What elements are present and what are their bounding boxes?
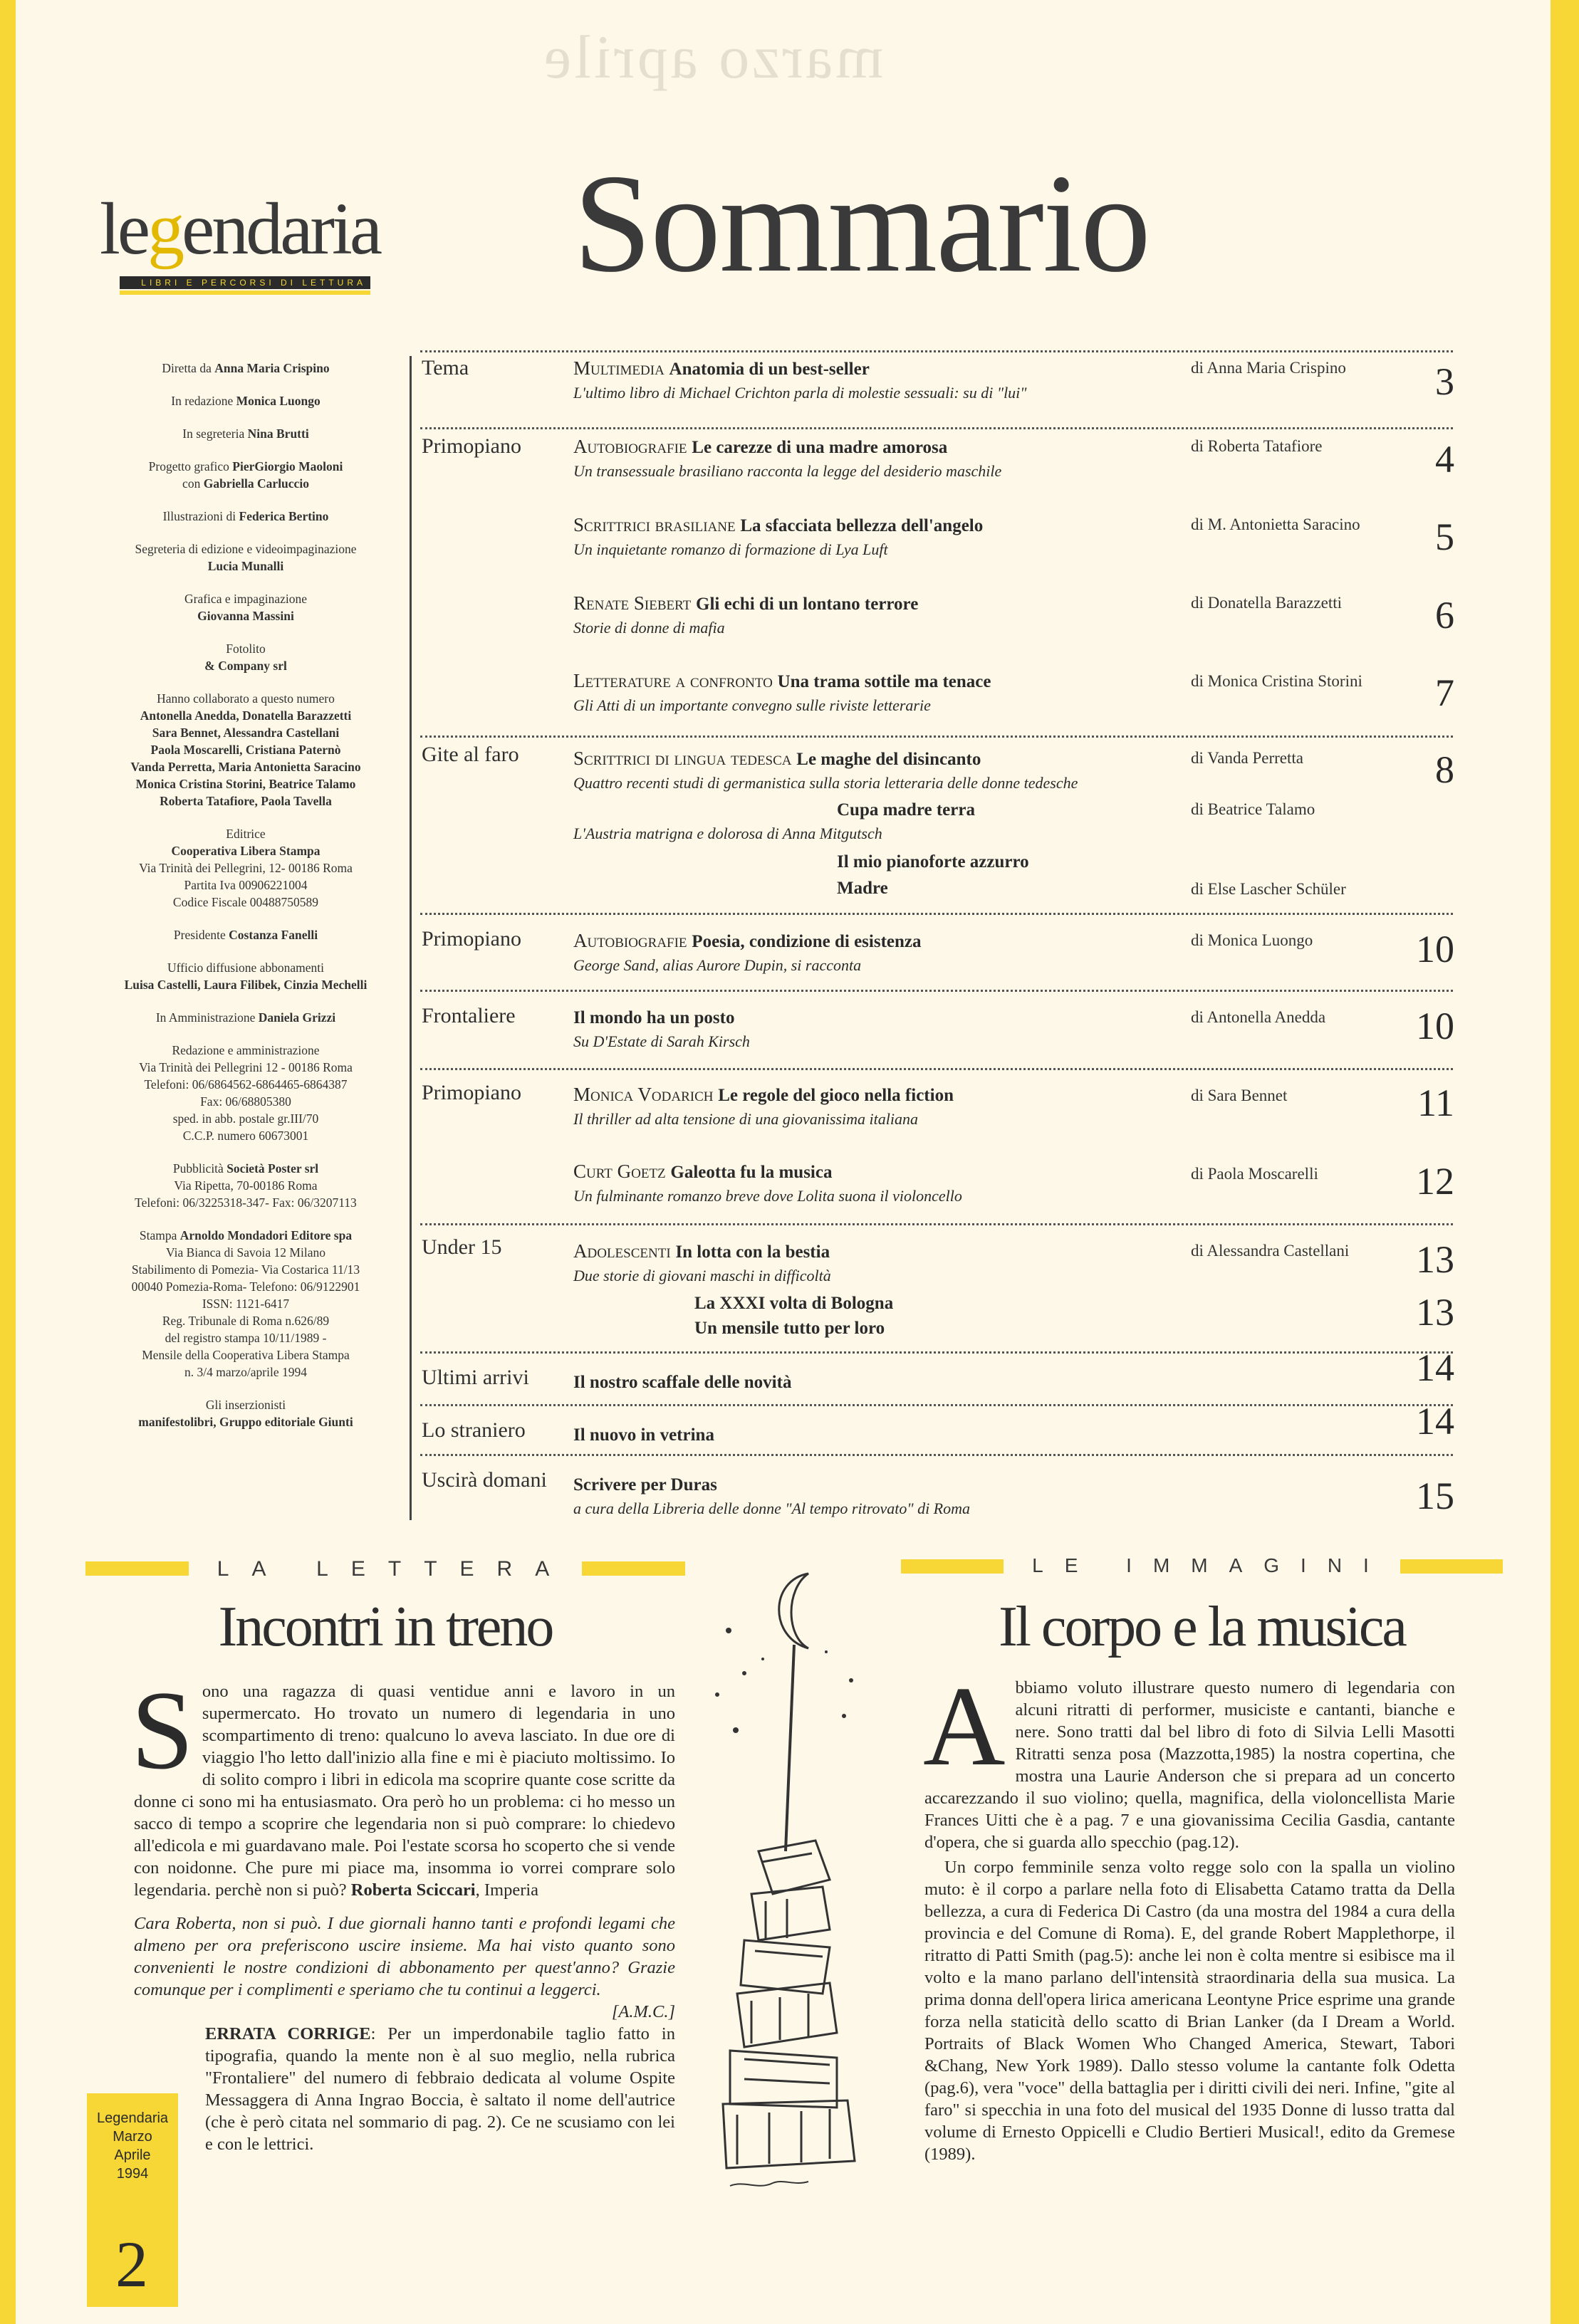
credit-text: Luisa Castelli, Laura Filibek, Cinzia Mechelli bbox=[124, 978, 368, 992]
logo-tagline: LIBRI E PERCORSI DI LETTURA bbox=[120, 276, 370, 289]
toc-separator bbox=[420, 990, 1453, 992]
toc-title: Il mondo ha un posto bbox=[573, 1008, 735, 1027]
toc-section-label: Under 15 bbox=[422, 1235, 502, 1259]
toc-section-label: Gite al faro bbox=[422, 743, 519, 766]
credit-text: Grafica e impaginazione bbox=[184, 592, 307, 606]
toc-title: Madre bbox=[837, 879, 888, 898]
toc-entry-headline bbox=[573, 1084, 1186, 1106]
credit-text: Sara Bennet, Alessandra Castellani bbox=[152, 726, 340, 740]
toc-title: Cupa madre terra bbox=[837, 800, 975, 820]
credit-text: Fotolito bbox=[226, 642, 266, 656]
toc-author: di Monica Luongo bbox=[1191, 931, 1313, 949]
logo-underline bbox=[120, 290, 370, 295]
credit-text: Lucia Munalli bbox=[207, 559, 284, 573]
drop-cap: A bbox=[923, 1663, 1006, 1789]
credit-text: manifestolibri, Gruppo editoriale Giunti bbox=[138, 1415, 353, 1429]
credit-text: Antonella Anedda, Donatella Barazzetti bbox=[140, 708, 352, 723]
toc-title: Poesia, condizione di esistenza bbox=[692, 932, 922, 951]
credit-text: PierGiorgio Maoloni bbox=[232, 459, 343, 473]
page-title: Sommario bbox=[573, 145, 1150, 301]
credit-text: In Amministrazione bbox=[155, 1010, 259, 1025]
credit-text: Telefoni: 06/6864562-6864465-6864387 bbox=[144, 1077, 348, 1092]
toc-separator bbox=[420, 1351, 1453, 1354]
toc-entry-headline bbox=[573, 1292, 1186, 1314]
credit-text: Paola Moscarelli, Cristiana Paternò bbox=[150, 743, 341, 757]
toc-entry-headline bbox=[573, 1007, 1186, 1028]
toc-section-label: Tema bbox=[422, 356, 469, 380]
credit-block bbox=[96, 425, 395, 442]
toc-author: di Sara Bennet bbox=[1191, 1087, 1288, 1104]
toc-subtitle: Quattro recenti studi di germanistica sulla storia letteraria delle donne tedesche bbox=[573, 774, 1078, 792]
toc-page-number: 5 bbox=[1435, 515, 1454, 558]
toc-rubric: Letterature a confronto bbox=[573, 670, 778, 691]
editor-reply: Cara Roberta, non si può. I due giornali hanno tanti e profondi legami che almeno per ora preferiscono uscire insieme. Ma hai visto quanto sono convenienti le nostre condizioni di abbonamento per quest'anno? Grazie comunque per i complimenti e speriamo che tu continui a leggerci. bbox=[134, 1914, 675, 1999]
credit-text: Via Trinità dei Pellegrini, 12- 00186 Roma bbox=[139, 861, 353, 875]
toc-title: Le regole del gioco nella fiction bbox=[718, 1086, 954, 1105]
letter-signature-name: Roberta Sciccari bbox=[350, 1880, 476, 1900]
toc-author: di Alessandra Castellani bbox=[1191, 1242, 1350, 1260]
credit-text: Roberta Tatafiore, Paola Tavella bbox=[160, 794, 332, 808]
credit-block bbox=[96, 392, 395, 409]
toc-title: Le maghe del disincanto bbox=[796, 750, 981, 769]
credit-text: Stabilimento di Pomezia- Via Costarica 11/13 bbox=[131, 1262, 360, 1277]
toc-rubric: Monica Vodarich bbox=[573, 1084, 719, 1105]
toc-rubric: Adolescenti bbox=[573, 1240, 676, 1262]
credit-text: Giovanna Massini bbox=[197, 609, 294, 623]
toc-entry bbox=[573, 1084, 1186, 1129]
toc-section-label: Ultimi arrivi bbox=[422, 1366, 529, 1389]
toc-page-number: 14 bbox=[1416, 1346, 1454, 1389]
credit-text: Codice Fiscale 00488750589 bbox=[172, 895, 319, 909]
credit-block bbox=[96, 640, 395, 674]
toc-entry-headline bbox=[573, 514, 1186, 536]
toc-section-label: Lo straniero bbox=[422, 1418, 526, 1442]
toc-separator bbox=[420, 1068, 1453, 1070]
credit-text: Gabriella Carluccio bbox=[203, 476, 309, 491]
toc-entry bbox=[573, 514, 1186, 559]
credit-text: Segreteria di edizione e videoimpaginazione bbox=[135, 542, 357, 556]
credit-block bbox=[96, 458, 395, 492]
toc-page-number: 14 bbox=[1416, 1400, 1454, 1443]
toc-subtitle: Su D'Estate di Sarah Kirsch bbox=[573, 1032, 750, 1050]
toc-author: di Monica Cristina Storini bbox=[1191, 672, 1362, 690]
toc-page-number: 7 bbox=[1435, 671, 1454, 714]
credit-text: con bbox=[182, 476, 204, 491]
toc-section-label: Uscirà domani bbox=[422, 1468, 547, 1492]
toc-author: di Paola Moscarelli bbox=[1191, 1165, 1318, 1183]
toc-page-number: 3 bbox=[1435, 360, 1454, 403]
toc-author: di Anna Maria Crispino bbox=[1191, 359, 1346, 377]
credit-block bbox=[96, 1160, 395, 1211]
toc-subtitle: George Sand, alias Aurore Dupin, si racconta bbox=[573, 956, 862, 974]
errata-label: ERRATA CORRIGE bbox=[205, 2024, 371, 2043]
issue-info-line: 1994 bbox=[116, 2166, 149, 2182]
toc-separator bbox=[420, 1223, 1453, 1225]
immagini-kicker: LE IMMAGINI bbox=[901, 1554, 1503, 1577]
toc-separator bbox=[420, 427, 1453, 429]
credit-text: Partita Iva 00906221004 bbox=[184, 878, 308, 892]
toc-section-label: Primopiano bbox=[422, 434, 521, 458]
credit-block bbox=[96, 959, 395, 993]
toc-entry bbox=[573, 357, 1186, 402]
reply-signature: [A.M.C.] bbox=[611, 2002, 675, 2021]
credit-text: Mensile della Cooperativa Libera Stampa bbox=[142, 1348, 350, 1362]
toc-author: di Beatrice Talamo bbox=[1191, 800, 1315, 818]
toc-entry-headline bbox=[573, 670, 1186, 692]
credit-text: ISSN: 1121-6417 bbox=[202, 1297, 290, 1311]
credit-text: Redazione e amministrazione bbox=[172, 1043, 320, 1057]
credit-text: Fax: 06/68805380 bbox=[200, 1094, 291, 1109]
credit-block bbox=[96, 1042, 395, 1144]
toc-subtitle: Storie di donne di mafia bbox=[573, 619, 725, 637]
credit-text: Stampa bbox=[139, 1228, 180, 1242]
toc-title: In lotta con la bestia bbox=[675, 1242, 830, 1262]
credit-text: Ufficio diffusione abbonamenti bbox=[167, 961, 324, 975]
toc-subtitle: Un inquietante romanzo di formazione di Lya Luft bbox=[573, 540, 888, 558]
toc-page-number: 13 bbox=[1416, 1291, 1454, 1334]
letter-body: ono una ragazza di quasi ventidue anni e lavoro in un supermercato. Ho trovato un numero di legendaria in uno scompartimento di treno: qualcuno lo aveva lasciato. In due ore di viaggio l'ho letto dall'inizio alla fine e mi è piaciuto moltissimo. Io di solito compro i libri in edicola ma scoprire quante cose scritte da donne ci sono mi ha entusiasmato. Ora però ho un problema: ci ho messo un sacco di tempo a scoprire che legendaria non si può comprare: lo chiedevo all'edicola e mi guardavano male. Poi l'estate scorsa ho scoperto che si vende con noidonne. Che pure mi piace ma, insomma io vorrei comprare solo legendaria. perchè non si può? bbox=[134, 1682, 675, 1900]
toc-title: Gli echi di un lontano terrore bbox=[696, 595, 919, 614]
toc-entry bbox=[573, 851, 1186, 872]
credit-block bbox=[96, 926, 395, 943]
toc-entry-headline bbox=[573, 357, 1186, 380]
lettera-kicker: LA LETTERA bbox=[85, 1557, 685, 1581]
toc-entry-headline bbox=[573, 1424, 1186, 1445]
credit-text: del registro stampa 10/11/1989 - bbox=[165, 1331, 327, 1345]
toc-page-number: 10 bbox=[1416, 928, 1454, 970]
right-yellow-edge bbox=[1551, 0, 1579, 2324]
toc-author: di Roberta Tatafiore bbox=[1191, 437, 1323, 455]
toc-rubric: Curt Goetz bbox=[573, 1161, 671, 1182]
toc-title: Il nuovo in vetrina bbox=[573, 1425, 714, 1445]
toc-page-number: 8 bbox=[1435, 748, 1454, 791]
credit-text: Via Bianca di Savoia 12 Milano bbox=[166, 1245, 325, 1260]
toc-section-label: Frontaliere bbox=[422, 1004, 516, 1027]
credit-block bbox=[96, 690, 395, 810]
credit-text: & Company srl bbox=[204, 659, 287, 673]
toc-entry bbox=[573, 1424, 1186, 1445]
credit-text: Presidente bbox=[173, 928, 229, 942]
toc-entry bbox=[573, 1371, 1186, 1393]
toc-author: di Vanda Perretta bbox=[1191, 749, 1303, 767]
credit-block bbox=[96, 508, 395, 525]
toc-entry-headline bbox=[573, 930, 1186, 952]
immagini-paragraph-2: Un corpo femminile senza volto regge solo con la spalla un violino muto: è il corpo a parlare nella foto di Elisabetta Catamo tratta da Della bellezza, a cura di Federica Di Castro (da una mostra del 1984 a cura della provincia e del Comune di Roma). E, del grande Robert Mapplethorpe, il ritratto di Patti Smith (pag.5): anche lei non è colta mentre si esibisce ma il volto e la mano parlano dell'intensità straordinaria della sua musica. La prima donna dell'opera lirica americana Leontyne Price esprime una grande forza nella staticità dello scatto di Brian Lanker (da I Dream a World. Portraits of Black Women Who Changed America, Stewart, Tabori &Chang, New York 1989). Dallo stesso volume la cantante folk Odetta (pag.6), vera "voce" della battaglia per i diritti civili dei neri. Infine, "gite al faro" si specchia in una foto del musical del 1935 Donne di lusso tratta dal volume di Ernesto Oppicelli e Cludio Bertieri Musical!, edito da Gremese (1989). bbox=[924, 1858, 1455, 2164]
masthead-credits bbox=[96, 360, 395, 1446]
credit-text: Via Trinità dei Pellegrini 12 - 00186 Roma bbox=[139, 1060, 353, 1074]
toc-author: di M. Antonietta Saracino bbox=[1191, 515, 1360, 533]
credit-text: Vanda Perretta, Maria Antonietta Saracino bbox=[130, 760, 361, 774]
issue-info bbox=[90, 2109, 175, 2183]
immagini-headline: Il corpo e la musica bbox=[999, 1596, 1405, 1658]
toc-separator bbox=[420, 913, 1453, 915]
toc-separator bbox=[420, 1454, 1453, 1456]
toc-entry-headline bbox=[573, 1317, 1186, 1339]
credit-block bbox=[96, 360, 395, 377]
toc-subtitle: Gli Atti di un importante convegno sulle riviste letterarie bbox=[573, 696, 931, 714]
toc-title: La XXXI volta di Bologna bbox=[694, 1294, 894, 1313]
toc-separator bbox=[420, 350, 1453, 352]
toc-subtitle: Il thriller ad alta tensione di una giovanissima italiana bbox=[573, 1110, 918, 1128]
letter-signature-place: , Imperia bbox=[475, 1880, 539, 1900]
credit-text: 00040 Pomezia-Roma- Telefono: 06/9122901 bbox=[131, 1279, 360, 1294]
page-number: 2 bbox=[100, 2221, 164, 2307]
credit-text: Monica Luongo bbox=[236, 394, 321, 408]
credit-text: Nina Brutti bbox=[247, 426, 309, 441]
toc-author: di Donatella Barazzetti bbox=[1191, 594, 1343, 612]
toc-rubric: Autobiografie bbox=[573, 930, 692, 951]
credit-block bbox=[96, 590, 395, 624]
toc-entry-headline bbox=[573, 1240, 1186, 1262]
logo-wordmark: legendaria bbox=[100, 188, 380, 270]
toc-subtitle: Un fulminante romanzo breve dove Lolita suona il violoncello bbox=[573, 1187, 962, 1205]
credit-text: Progetto grafico bbox=[148, 459, 233, 473]
credit-block bbox=[96, 1009, 395, 1026]
immagini-paragraph-1: bbiamo voluto illustrare questo numero di legendaria con alcuni ritratti di performer, musiciste e cantanti, bianche e nere. Sono tratti dal bel libro di foto di Silvia Lelli Masotti Ritratti senza posa (Mazzotta,1985) la nostra copertina, che mostra una Laurie Anderson che si prepara ad un concerto accarezzando il suo violino; quella, magnifica, della violoncellista Marie Frances Uitti che è a pag. 7 e una giovanissima Cecilia Gasdia, cantante d'opera, che si guarda allo specchio (pag.12). bbox=[924, 1678, 1455, 1852]
toc-entry bbox=[573, 1317, 1186, 1339]
credit-text: Società Poster srl bbox=[226, 1161, 319, 1176]
credit-text: Monica Cristina Storini, Beatrice Talamo bbox=[135, 777, 356, 791]
toc-title: Anatomia di un best-seller bbox=[669, 360, 870, 379]
toc-entry-headline bbox=[573, 592, 1186, 614]
toc-rubric: Multimedia bbox=[573, 357, 669, 379]
toc-entry bbox=[573, 1240, 1186, 1285]
toc-entry-headline bbox=[573, 799, 1186, 820]
drop-cap: S bbox=[131, 1668, 194, 1793]
credit-text: Anna Maria Crispino bbox=[214, 361, 330, 375]
toc-subtitle: L'ultimo libro di Michael Crichton parla di molestie sessuali: su di "lui" bbox=[573, 384, 1027, 402]
toc-entry-headline bbox=[573, 1371, 1186, 1393]
issue-info-line: Aprile bbox=[114, 2147, 151, 2163]
credit-text: Illustrazioni di bbox=[162, 509, 239, 523]
toc-title: Le carezze di una madre amorosa bbox=[692, 438, 948, 457]
toc-subtitle: Un transessuale brasiliano racconta la legge del desiderio maschile bbox=[573, 462, 1002, 480]
toc-entry-headline bbox=[573, 436, 1186, 458]
toc-rubric: Autobiografie bbox=[573, 436, 692, 457]
toc-entry bbox=[573, 1007, 1186, 1051]
bleed-through-text: marzo aprile bbox=[541, 23, 884, 91]
toc-section-label: Primopiano bbox=[422, 927, 521, 951]
toc-page-number: 11 bbox=[1417, 1082, 1454, 1124]
toc-separator bbox=[420, 1404, 1453, 1406]
toc-entry-headline bbox=[573, 877, 1186, 899]
issue-info-line: Marzo bbox=[113, 2129, 152, 2145]
credit-text: n. 3/4 marzo/aprile 1994 bbox=[184, 1365, 308, 1379]
toc-subtitle: a cura della Libreria delle donne "Al tempo ritrovato" di Roma bbox=[573, 1499, 971, 1517]
credit-text: Telefoni: 06/3225318-347- Fax: 06/3207113 bbox=[135, 1195, 357, 1210]
toc-entry bbox=[573, 436, 1186, 481]
toc-title: Una trama sottile ma tenace bbox=[777, 672, 991, 691]
credit-text: In segreteria bbox=[182, 426, 248, 441]
toc-rubric: Scrittrici brasiliane bbox=[573, 514, 741, 535]
toc-title: Un mensile tutto per loro bbox=[694, 1319, 885, 1338]
toc-title: Il nostro scaffale delle novità bbox=[573, 1373, 792, 1392]
toc-page-number: 10 bbox=[1416, 1005, 1454, 1047]
toc-rubric: Renate Siebert bbox=[573, 592, 697, 614]
toc-entry bbox=[573, 748, 1186, 792]
credit-text: Gli inserzionisti bbox=[205, 1398, 286, 1412]
toc-separator bbox=[420, 736, 1453, 738]
toc-entry bbox=[573, 592, 1186, 637]
credit-text: Pubblicità bbox=[172, 1161, 227, 1176]
credit-text: Editrice bbox=[226, 827, 266, 841]
credit-block bbox=[96, 1396, 395, 1430]
toc-subtitle: L'Austria matrigna e dolorosa di Anna Mitgutsch bbox=[573, 825, 882, 842]
toc-entry bbox=[573, 1292, 1186, 1314]
toc-page-number: 13 bbox=[1416, 1238, 1454, 1281]
credit-block bbox=[96, 540, 395, 575]
toc-title: Galeotta fu la musica bbox=[670, 1163, 833, 1182]
credit-text: In redazione bbox=[171, 394, 236, 408]
immagini-column bbox=[923, 1663, 1455, 2168]
credit-text: Federica Bertino bbox=[239, 509, 329, 523]
toc-subtitle: Due storie di giovani maschi in difficoltà bbox=[573, 1267, 831, 1284]
toc-entry-headline bbox=[573, 1474, 1186, 1495]
toc-entry bbox=[573, 930, 1186, 975]
toc-title: La sfacciata bellezza dell'angelo bbox=[740, 516, 984, 535]
credit-text: Costanza Fanelli bbox=[229, 928, 318, 942]
credit-block bbox=[96, 1227, 395, 1381]
credit-text: Arnoldo Mondadori Editore spa bbox=[179, 1228, 353, 1242]
credit-text: Daniela Grizzi bbox=[258, 1010, 336, 1025]
toc-entry bbox=[573, 1474, 1186, 1518]
toc-title: Scrivere per Duras bbox=[573, 1475, 717, 1495]
credit-text: sped. in abb. postale gr.III/70 bbox=[172, 1111, 319, 1126]
toc-entry-headline bbox=[573, 748, 1186, 770]
toc-page-number: 4 bbox=[1435, 438, 1454, 481]
column-rule bbox=[410, 356, 412, 1520]
credit-text: Reg. Tribunale di Roma n.626/89 bbox=[162, 1314, 330, 1328]
left-yellow-edge bbox=[0, 0, 16, 2324]
toc-page-number: 15 bbox=[1416, 1475, 1454, 1517]
toc-author: di Else Lascher Schüler bbox=[1191, 880, 1346, 898]
credit-text: Hanno collaborato a questo numero bbox=[157, 691, 335, 706]
legendaria-logo bbox=[100, 187, 385, 300]
toc-entry bbox=[573, 670, 1186, 715]
toc-entry-headline bbox=[573, 1161, 1186, 1183]
lettera-headline: Incontri in treno bbox=[218, 1596, 553, 1658]
credit-text: Cooperativa Libera Stampa bbox=[171, 844, 321, 858]
issue-info-line: Legendaria bbox=[96, 2110, 169, 2126]
toc-title: Il mio pianoforte azzurro bbox=[837, 852, 1029, 872]
toc-rubric: Scrittrici di lingua tedesca bbox=[573, 748, 797, 769]
credit-text: Via Ripetta, 70-00186 Roma bbox=[174, 1178, 318, 1193]
credit-block bbox=[96, 825, 395, 911]
credit-text: C.C.P. numero 60673001 bbox=[182, 1129, 309, 1143]
toc-page-number: 6 bbox=[1435, 594, 1454, 637]
toc-author: di Antonella Anedda bbox=[1191, 1008, 1326, 1026]
toc-entry bbox=[573, 799, 1186, 843]
toc-entry-headline bbox=[573, 851, 1186, 872]
toc-section-label: Primopiano bbox=[422, 1081, 521, 1104]
books-tower-illustration bbox=[702, 1552, 894, 2200]
toc-page-number: 12 bbox=[1416, 1160, 1454, 1203]
errata-body: : Per un imperdonabile taglio fatto in tipografia, quando la mente non è al suo meglio, nella rubrica "Frontaliere" del numero di febbraio dedicata al volume Ospite Messaggera di Anna Ingrao Boccia, è saltato il nome dell'autrice (che è però citata nel sommario di pag. 2). Ce ne scusiamo con lei e con le lettrici. bbox=[205, 2024, 675, 2154]
toc-entry bbox=[573, 877, 1186, 899]
credit-text: Diretta da bbox=[162, 361, 215, 375]
toc-entry bbox=[573, 1161, 1186, 1205]
